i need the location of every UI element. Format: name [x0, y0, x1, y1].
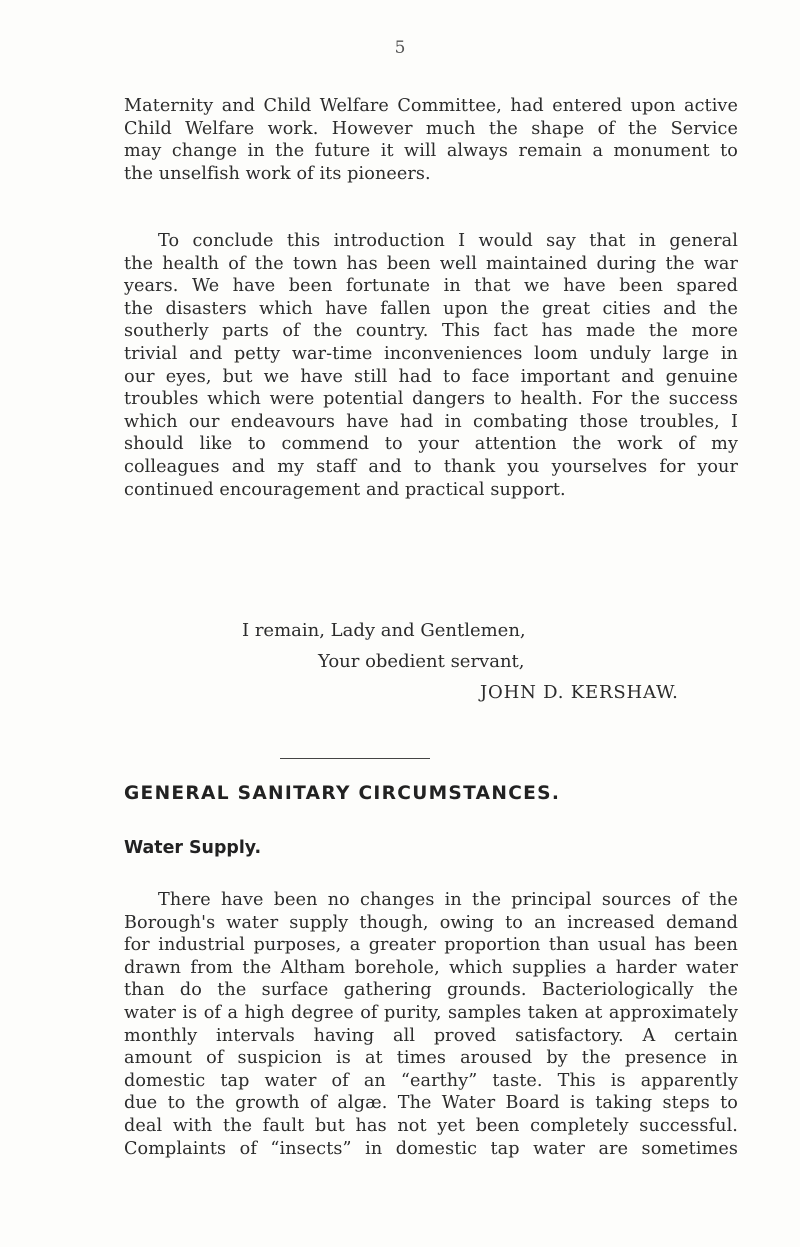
paragraph-line: which our endeavours have had in combating those troubles, I: [124, 411, 738, 432]
paragraph-line: the health of the town has been well maintained during the war: [124, 253, 738, 274]
paragraph-line: troubles which were potential dangers to health. For the success: [124, 389, 738, 410]
paragraph-line: Borough's water supply though, owing to an increased demand: [124, 912, 738, 933]
paragraph-3: [124, 889, 738, 1160]
paragraph-line: trivial and petty war-time inconveniences loom unduly large in: [124, 343, 738, 364]
paragraph-2: [124, 230, 738, 501]
paragraph-line: To conclude this introduction I would say that in general: [158, 231, 738, 251]
paragraph-line: southerly parts of the country. This fact has made the more: [124, 321, 738, 342]
paragraph-1: [124, 95, 738, 185]
paragraph-line: our eyes, but we have still had to face important and genuine: [124, 366, 738, 387]
section-heading: GENERAL SANITARY CIRCUMSTANCES.: [124, 783, 561, 804]
signature: JOHN D. KERSHAW.: [480, 682, 679, 703]
paragraph-line: monthly intervals having all proved satisfactory. A certain: [124, 1025, 738, 1046]
paragraph-line: due to the growth of algæ. The Water Board is taking steps to: [124, 1093, 738, 1114]
paragraph-line: Complaints of “insects” in domestic tap water are sometimes: [124, 1138, 738, 1159]
paragraph-line: drawn from the Altham borehole, which supplies a harder water: [124, 957, 738, 978]
paragraph-line: may change in the future it will always remain a monument to: [124, 141, 738, 162]
subheading-water-supply: Water Supply.: [124, 838, 262, 858]
closing-salutation: I remain, Lady and Gentlemen,: [242, 620, 526, 641]
paragraph-line: colleagues and my staff and to thank you yourselves for your: [124, 456, 738, 477]
paragraph-line: Maternity and Child Welfare Committee, had entered upon active: [124, 96, 738, 116]
paragraph-line: than do the surface gathering grounds. Bacteriologically the: [124, 980, 738, 1001]
page-number: 5: [394, 38, 406, 58]
paragraph-line: years. We have been fortunate in that we have been spared: [124, 276, 738, 297]
paragraph-line: the unselfish work of its pioneers.: [124, 163, 431, 184]
closing-valediction: Your obedient servant,: [318, 651, 525, 672]
paragraph-line: for industrial purposes, a greater proportion than usual has been: [124, 935, 738, 956]
paragraph-line: deal with the fault but has not yet been completely successful.: [124, 1115, 738, 1136]
section-divider: [280, 758, 430, 759]
paragraph-line: water is of a high degree of purity, samples taken at approximately: [124, 1002, 738, 1023]
paragraph-line: should like to commend to your attention the work of my: [124, 434, 738, 455]
paragraph-line: amount of suspicion is at times aroused by the presence in: [124, 1048, 738, 1069]
paragraph-line: continued encouragement and practical support.: [124, 479, 566, 500]
paragraph-line: Child Welfare work. However much the shape of the Service: [124, 118, 738, 139]
paragraph-line: domestic tap water of an “earthy” taste. This is apparently: [124, 1070, 738, 1091]
paragraph-line: the disasters which have fallen upon the great cities and the: [124, 298, 738, 319]
paragraph-line: There have been no changes in the principal sources of the: [158, 890, 738, 910]
